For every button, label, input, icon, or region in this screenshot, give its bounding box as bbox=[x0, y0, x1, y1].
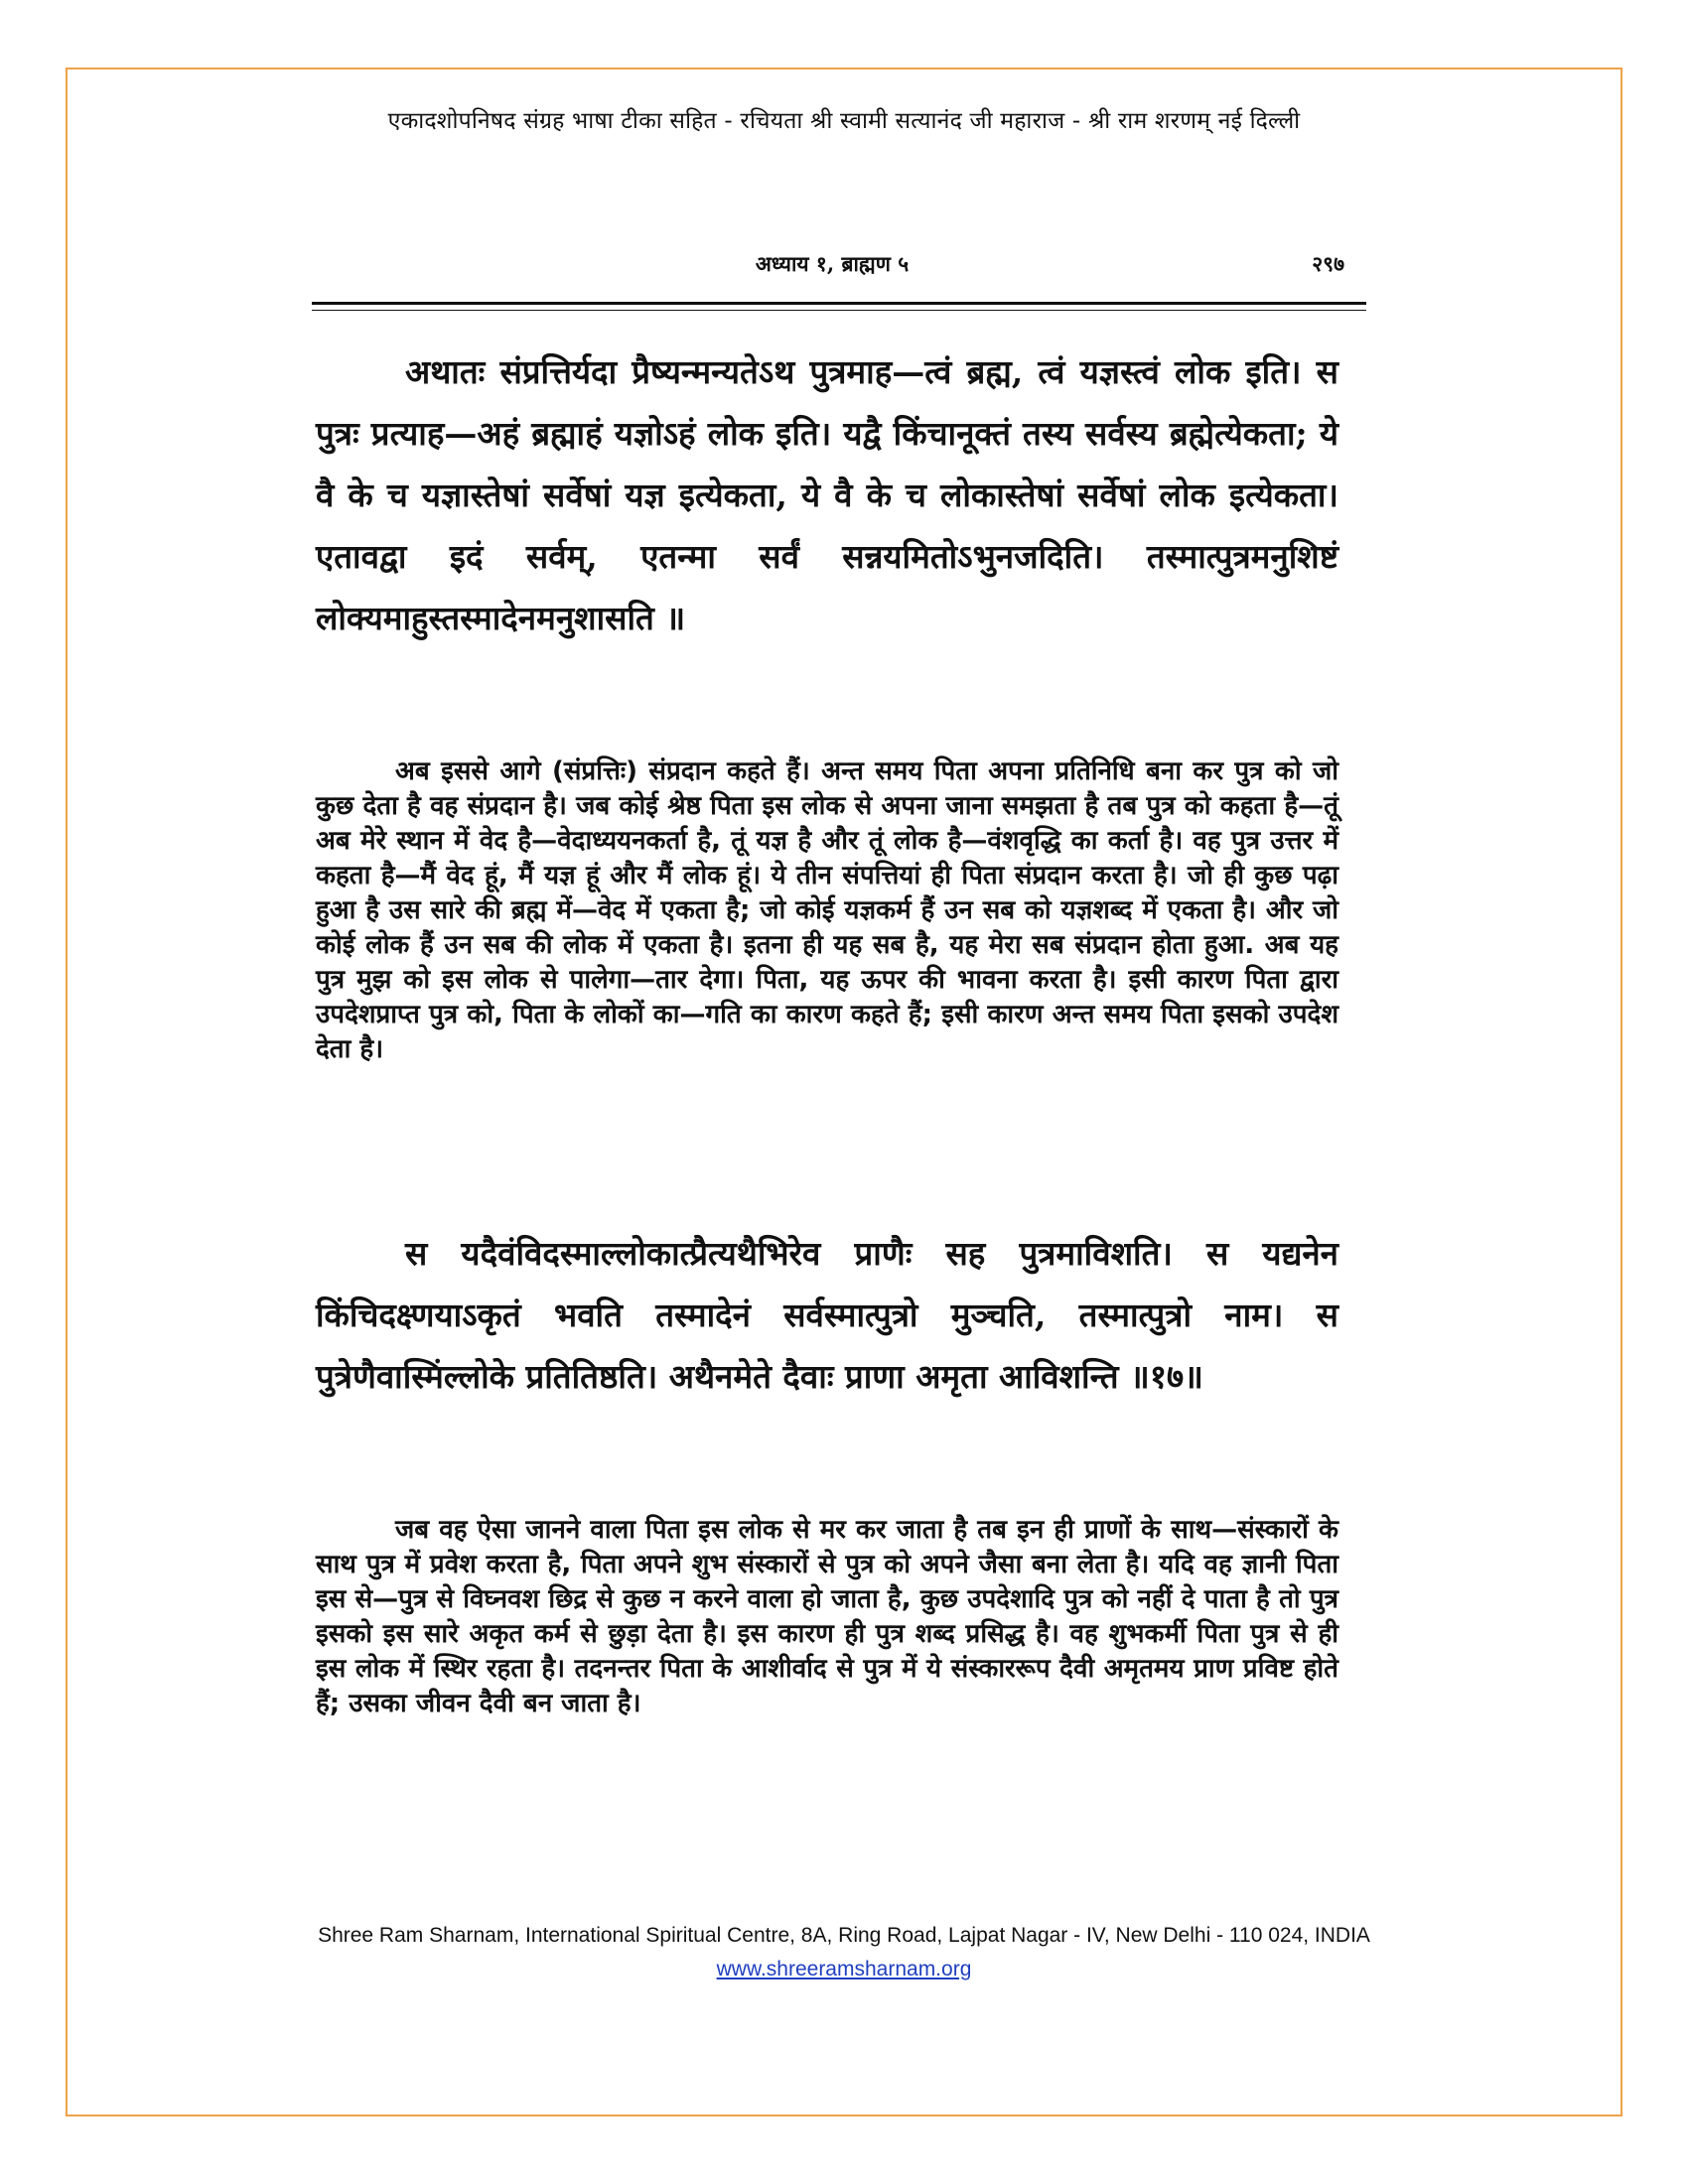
double-rule-bottom bbox=[312, 310, 1366, 311]
double-rule-top bbox=[312, 302, 1366, 305]
running-head bbox=[298, 250, 1366, 290]
sanskrit-verse-16: अथातः संप्रत्तिर्यदा प्रैष्यन्मन्यतेऽथ पुत्रमाह—त्वं ब्रह्म, त्वं यज्ञस्त्वं लोक इति। स पुत्रः प्रत्याह—अहं ब्रह्माहं यज्ञोऽहं लोक इति। यद्वै किंचानूक्तं तस्य सर्वस्य ब्रह्मेत्येकता; ये वै के च यज्ञास्तेषां सर्वेषां यज्ञ इत्येकता, ये वै के च लोकास्तेषां सर्वेषां लोक इत्येकता। एतावद्वा इदं सर्वम्, एतन्मा सर्वं सन्नयमितोऽभुनजदिति। तस्मात्पुत्रमनुशिष्टं लोक्यमाहुस्तस्मादेनमनुशासति ॥ bbox=[316, 352, 1338, 637]
hindi-commentary-17: जब वह ऐसा जानने वाला पिता इस लोक से मर कर जाता है तब इन ही प्राणों के साथ—संस्कारों के साथ पुत्र में प्रवेश करता है, पिता अपने शुभ संस्कारों से पुत्र को अपने जैसा बना लेता है। यदि वह ज्ञानी पिता इस से—पुत्र से विघ्नवश छिद्र से कुछ न करने वाला हो जाता है, कुछ उपदेशादि पुत्र को नहीं दे पाता है तो पुत्र इसको इस सारे अकृत कर्म से छुड़ा देता है। इस कारण ही पुत्र शब्द प्रसिद्ध है। वह शुभकर्मी पिता पुत्र से ही इस लोक में स्थिर रहता है। तदनन्तर पिता के आशीर्वाद से पुत्र में ये संस्काररूप दैवी अमृतमय प्राण प्रविष्ट होते हैं; उसका जीवन दैवी बन जाता है। bbox=[316, 1515, 1338, 1718]
sanskrit-verse-17: स यदैवंविदस्माल्लोकात्प्रैत्यथैभिरेव प्राणैः सह पुत्रमाविशति। स यद्यनेन किंचिदक्ष्णयाऽकृतं भवति तस्मादेनं सर्वस्मात्पुत्रो मुञ्चति, तस्मात्पुत्रो नाम। स पुत्रेणैवास्मिंल्लोके प्रतितिष्ठति। अथैनमेते दैवाः प्राणा अमृता आविशन्ति ॥१७॥ bbox=[316, 1234, 1338, 1396]
page-number: २९७ bbox=[1312, 251, 1344, 276]
scanned-page bbox=[298, 230, 1366, 1956]
hindi-commentary-16: अब इससे आगे (संप्रत्तिः) संप्रदान कहते हैं। अन्त समय पिता अपना प्रतिनिधि बना कर पुत्र को जो कुछ देता है वह संप्रदान है। जब कोई श्रेष्ठ पिता इस लोक से अपना जाना समझता है तब पुत्र को कहता है—तूं अब मेरे स्थान में वेद है—वेदाध्ययनकर्ता है, तूं यज्ञ है और तूं लोक है—वंशवृद्धि का कर्ता है। वह पुत्र उत्तर में कहता है—मैं वेद हूं, मैं यज्ञ हूं और मैं लोक हूं। ये तीन संपत्तियां ही पिता संप्रदान करता है। जो ही कुछ पढ़ा हुआ है उस सारे की ब्रह्म में—वेद में एकता है; जो कोई यज्ञकर्म हैं उन सब को यज्ञशब्द में एकता है। और जो कोई लोक हैं उन सब की लोक में एकता है। इतना ही यह सब है, यह मेरा सब संप्रदान होता हुआ. अब यह पुत्र मुझ को इस लोक से पालेगा—तार देगा। पिता, यह ऊपर की भावना करता है। इसी कारण पिता द्वारा उपदेशप्राप्त पुत्र को, पिता के लोकों का—गति का कारण कहते हैं; इसी कारण अन्त समय पिता इसको उपदेश देता है। bbox=[316, 756, 1338, 1064]
footer-address: Shree Ram Sharnam, International Spiritual Centre, 8A, Ring Road, Lajpat Nagar - IV, New Delhi - 110 024, INDIA bbox=[318, 1924, 1370, 1947]
chapter-heading: अध्याय १, ब्राह्मण ५ bbox=[755, 251, 910, 276]
document-header: एकादशोपनिषद संग्रह भाषा टीका सहित - रचियता श्री स्वामी सत्यानंद जी महाराज - श्री राम शरणम् नई दिल्ली bbox=[387, 108, 1301, 134]
website-link[interactable]: www.shreeramsharnam.org bbox=[716, 1958, 972, 1980]
